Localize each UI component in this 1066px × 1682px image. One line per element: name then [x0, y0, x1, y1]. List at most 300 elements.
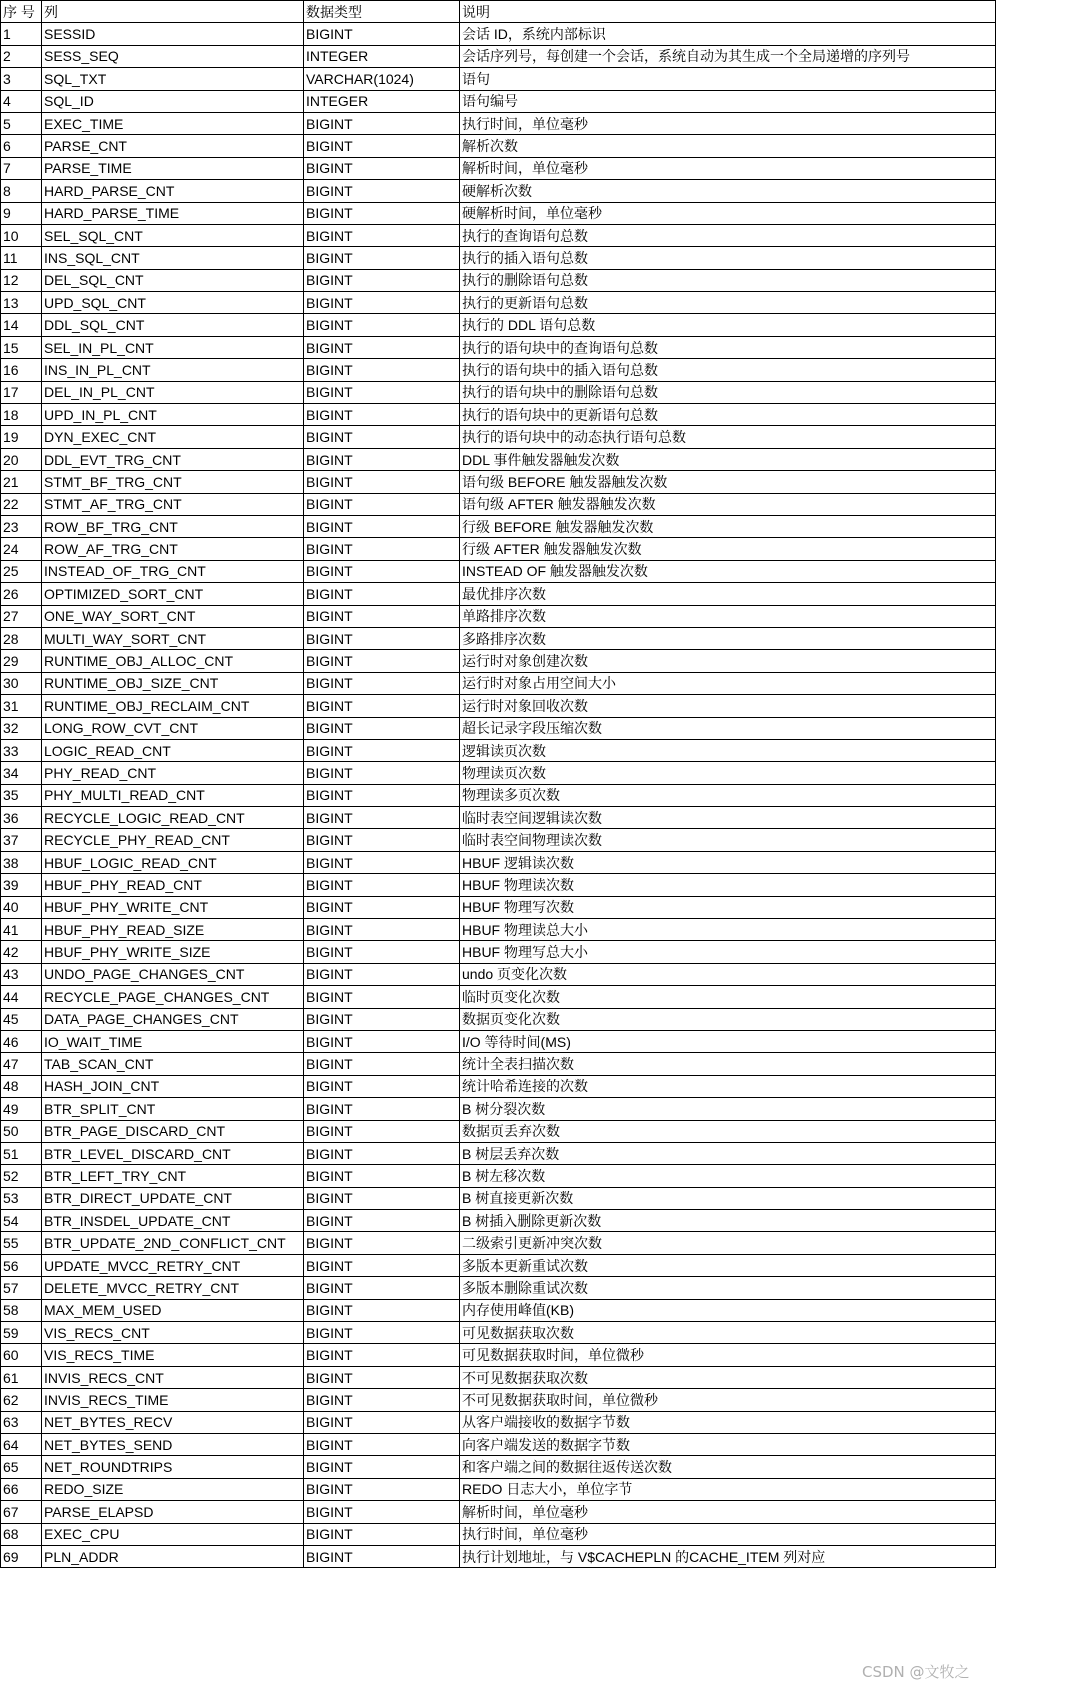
cell-column-name: NET_ROUNDTRIPS	[42, 1456, 304, 1478]
cell-datatype: BIGINT	[304, 695, 460, 717]
cell-column-name: BTR_PAGE_DISCARD_CNT	[42, 1120, 304, 1142]
cell-index: 14	[1, 314, 42, 336]
table-row	[1, 695, 996, 717]
cell-description: 超长记录字段压缩次数	[460, 717, 996, 739]
cell-description: 数据页变化次数	[460, 1008, 996, 1030]
cell-index: 46	[1, 1030, 42, 1052]
table-row	[1, 426, 996, 448]
cell-description: 不可见数据获取次数	[460, 1366, 996, 1388]
cell-index: 49	[1, 1098, 42, 1120]
cell-index: 25	[1, 560, 42, 582]
cell-description: 执行的插入语句总数	[460, 247, 996, 269]
cell-datatype: BIGINT	[304, 1075, 460, 1097]
cell-datatype: BIGINT	[304, 739, 460, 761]
table-row	[1, 269, 996, 291]
cell-datatype: BIGINT	[304, 1322, 460, 1344]
cell-index: 38	[1, 851, 42, 873]
cell-index: 44	[1, 986, 42, 1008]
cell-index: 19	[1, 426, 42, 448]
cell-index: 9	[1, 202, 42, 224]
table-row	[1, 1008, 996, 1030]
cell-index: 32	[1, 717, 42, 739]
table-row	[1, 23, 996, 45]
cell-datatype: BIGINT	[304, 1389, 460, 1411]
cell-description: 运行时对象占用空间大小	[460, 672, 996, 694]
cell-index: 8	[1, 180, 42, 202]
cell-index: 68	[1, 1523, 42, 1545]
cell-datatype: BIGINT	[304, 1210, 460, 1232]
table-row	[1, 739, 996, 761]
table-row	[1, 717, 996, 739]
cell-datatype: BIGINT	[304, 762, 460, 784]
table-row	[1, 404, 996, 426]
cell-index: 17	[1, 381, 42, 403]
cell-index: 69	[1, 1545, 42, 1567]
cell-index: 23	[1, 515, 42, 537]
cell-column-name: PHY_MULTI_READ_CNT	[42, 784, 304, 806]
cell-index: 1	[1, 23, 42, 45]
cell-datatype: BIGINT	[304, 672, 460, 694]
cell-description: DDL 事件触发器触发次数	[460, 448, 996, 470]
cell-column-name: STMT_BF_TRG_CNT	[42, 471, 304, 493]
table-row	[1, 627, 996, 649]
cell-column-name: NET_BYTES_SEND	[42, 1434, 304, 1456]
table-row	[1, 1478, 996, 1500]
cell-index: 55	[1, 1232, 42, 1254]
cell-datatype: BIGINT	[304, 1545, 460, 1567]
cell-column-name: RECYCLE_LOGIC_READ_CNT	[42, 807, 304, 829]
cell-column-name: STMT_AF_TRG_CNT	[42, 493, 304, 515]
cell-description: undo 页变化次数	[460, 963, 996, 985]
cell-datatype: BIGINT	[304, 1187, 460, 1209]
cell-column-name: SESS_SEQ	[42, 45, 304, 67]
table-row	[1, 1344, 996, 1366]
table-row	[1, 1098, 996, 1120]
cell-datatype: BIGINT	[304, 919, 460, 941]
cell-column-name: VIS_RECS_CNT	[42, 1322, 304, 1344]
cell-datatype: BIGINT	[304, 202, 460, 224]
cell-column-name: SEL_SQL_CNT	[42, 224, 304, 246]
cell-datatype: BIGINT	[304, 1277, 460, 1299]
table-row	[1, 68, 996, 90]
cell-index: 12	[1, 269, 42, 291]
cell-description: 临时表空间逻辑读次数	[460, 807, 996, 829]
table-row	[1, 874, 996, 896]
cell-column-name: RECYCLE_PAGE_CHANGES_CNT	[42, 986, 304, 1008]
cell-datatype: BIGINT	[304, 404, 460, 426]
cell-datatype: BIGINT	[304, 627, 460, 649]
header-index: 序 号	[1, 1, 42, 23]
cell-description: I/O 等待时间(MS)	[460, 1030, 996, 1052]
cell-index: 52	[1, 1165, 42, 1187]
cell-datatype: BIGINT	[304, 180, 460, 202]
cell-index: 15	[1, 336, 42, 358]
cell-index: 63	[1, 1411, 42, 1433]
cell-index: 11	[1, 247, 42, 269]
cell-index: 61	[1, 1366, 42, 1388]
cell-description: 解析时间，单位毫秒	[460, 157, 996, 179]
table-row	[1, 1366, 996, 1388]
cell-description: 行级 BEFORE 触发器触发次数	[460, 515, 996, 537]
cell-index: 36	[1, 807, 42, 829]
csdn-watermark: CSDN @文牧之	[862, 1663, 970, 1681]
cell-column-name: IO_WAIT_TIME	[42, 1030, 304, 1052]
cell-description: 执行时间，单位毫秒	[460, 1523, 996, 1545]
cell-datatype: BIGINT	[304, 1030, 460, 1052]
cell-description: 执行计划地址，与 V$CACHEPLN 的CACHE_ITEM 列对应	[460, 1545, 996, 1567]
cell-column-name: SESSID	[42, 23, 304, 45]
table-row	[1, 1322, 996, 1344]
cell-datatype: BIGINT	[304, 874, 460, 896]
cell-column-name: HBUF_LOGIC_READ_CNT	[42, 851, 304, 873]
cell-index: 65	[1, 1456, 42, 1478]
cell-datatype: BIGINT	[304, 829, 460, 851]
cell-index: 27	[1, 605, 42, 627]
cell-column-name: RUNTIME_OBJ_ALLOC_CNT	[42, 650, 304, 672]
cell-index: 3	[1, 68, 42, 90]
cell-datatype: BIGINT	[304, 560, 460, 582]
header-datatype: 数据类型	[304, 1, 460, 23]
table-row	[1, 538, 996, 560]
table-row	[1, 784, 996, 806]
cell-datatype: BIGINT	[304, 1120, 460, 1142]
cell-column-name: DELETE_MVCC_RETRY_CNT	[42, 1277, 304, 1299]
cell-description: 内存使用峰值(KB)	[460, 1299, 996, 1321]
cell-description: 运行时对象创建次数	[460, 650, 996, 672]
cell-column-name: UNDO_PAGE_CHANGES_CNT	[42, 963, 304, 985]
cell-datatype: BIGINT	[304, 359, 460, 381]
cell-column-name: BTR_UPDATE_2ND_CONFLICT_CNT	[42, 1232, 304, 1254]
cell-description: 多路排序次数	[460, 627, 996, 649]
cell-column-name: DEL_IN_PL_CNT	[42, 381, 304, 403]
cell-column-name: HBUF_PHY_WRITE_SIZE	[42, 941, 304, 963]
cell-column-name: PARSE_ELAPSD	[42, 1501, 304, 1523]
table-row	[1, 1545, 996, 1567]
cell-description: B 树层丢弃次数	[460, 1142, 996, 1164]
cell-datatype: BIGINT	[304, 1142, 460, 1164]
cell-description: 临时表空间物理读次数	[460, 829, 996, 851]
cell-index: 47	[1, 1053, 42, 1075]
cell-column-name: TAB_SCAN_CNT	[42, 1053, 304, 1075]
cell-index: 21	[1, 471, 42, 493]
cell-datatype: BIGINT	[304, 471, 460, 493]
cell-index: 58	[1, 1299, 42, 1321]
table-row	[1, 605, 996, 627]
table-row	[1, 851, 996, 873]
cell-datatype: BIGINT	[304, 1523, 460, 1545]
cell-description: 多版本更新重试次数	[460, 1254, 996, 1276]
cell-datatype: BIGINT	[304, 963, 460, 985]
table-row	[1, 919, 996, 941]
header-column: 列	[42, 1, 304, 23]
cell-description: 逻辑读页次数	[460, 739, 996, 761]
cell-datatype: BIGINT	[304, 605, 460, 627]
cell-description: 硬解析时间，单位毫秒	[460, 202, 996, 224]
cell-description: B 树左移次数	[460, 1165, 996, 1187]
table-row	[1, 941, 996, 963]
cell-datatype: BIGINT	[304, 1434, 460, 1456]
cell-datatype: BIGINT	[304, 314, 460, 336]
cell-datatype: VARCHAR(1024)	[304, 68, 460, 90]
cell-datatype: BIGINT	[304, 1366, 460, 1388]
table-row	[1, 1187, 996, 1209]
cell-index: 48	[1, 1075, 42, 1097]
cell-description: 统计哈希连接的次数	[460, 1075, 996, 1097]
cell-datatype: BIGINT	[304, 247, 460, 269]
table-row	[1, 515, 996, 537]
cell-index: 42	[1, 941, 42, 963]
table-row	[1, 1232, 996, 1254]
cell-index: 28	[1, 627, 42, 649]
cell-description: B 树直接更新次数	[460, 1187, 996, 1209]
cell-description: 执行的查询语句总数	[460, 224, 996, 246]
cell-column-name: ROW_BF_TRG_CNT	[42, 515, 304, 537]
cell-column-name: SQL_TXT	[42, 68, 304, 90]
cell-index: 53	[1, 1187, 42, 1209]
cell-description: 会话 ID，系统内部标识	[460, 23, 996, 45]
cell-column-name: UPD_IN_PL_CNT	[42, 404, 304, 426]
cell-description: 不可见数据获取时间，单位微秒	[460, 1389, 996, 1411]
cell-column-name: EXEC_CPU	[42, 1523, 304, 1545]
cell-column-name: HBUF_PHY_READ_SIZE	[42, 919, 304, 941]
table-row	[1, 157, 996, 179]
cell-description: 最优排序次数	[460, 583, 996, 605]
cell-description: 运行时对象回收次数	[460, 695, 996, 717]
table-row	[1, 1030, 996, 1052]
cell-column-name: RECYCLE_PHY_READ_CNT	[42, 829, 304, 851]
cell-index: 57	[1, 1277, 42, 1299]
cell-datatype: BIGINT	[304, 448, 460, 470]
cell-description: HBUF 物理写总大小	[460, 941, 996, 963]
cell-description: 单路排序次数	[460, 605, 996, 627]
cell-description: REDO 日志大小，单位字节	[460, 1478, 996, 1500]
cell-index: 59	[1, 1322, 42, 1344]
table-row	[1, 1210, 996, 1232]
table-row	[1, 448, 996, 470]
table-row	[1, 247, 996, 269]
table-row	[1, 90, 996, 112]
cell-description: 执行的 DDL 语句总数	[460, 314, 996, 336]
cell-index: 41	[1, 919, 42, 941]
table-row	[1, 762, 996, 784]
table-row	[1, 1434, 996, 1456]
cell-column-name: INS_IN_PL_CNT	[42, 359, 304, 381]
cell-datatype: BIGINT	[304, 336, 460, 358]
cell-index: 54	[1, 1210, 42, 1232]
cell-column-name: NET_BYTES_RECV	[42, 1411, 304, 1433]
cell-column-name: EXEC_TIME	[42, 112, 304, 134]
cell-description: 执行的语句块中的更新语句总数	[460, 404, 996, 426]
table-row	[1, 1456, 996, 1478]
cell-datatype: BIGINT	[304, 135, 460, 157]
cell-index: 45	[1, 1008, 42, 1030]
cell-column-name: BTR_INSDEL_UPDATE_CNT	[42, 1210, 304, 1232]
table-row	[1, 1299, 996, 1321]
table-row	[1, 1142, 996, 1164]
cell-datatype: BIGINT	[304, 269, 460, 291]
table-row	[1, 1501, 996, 1523]
cell-description: 二级索引更新冲突次数	[460, 1232, 996, 1254]
cell-description: HBUF 物理读次数	[460, 874, 996, 896]
cell-column-name: MULTI_WAY_SORT_CNT	[42, 627, 304, 649]
cell-datatype: BIGINT	[304, 1411, 460, 1433]
cell-datatype: BIGINT	[304, 1501, 460, 1523]
cell-index: 67	[1, 1501, 42, 1523]
cell-description: B 树插入删除更新次数	[460, 1210, 996, 1232]
cell-index: 10	[1, 224, 42, 246]
cell-description: 数据页丢弃次数	[460, 1120, 996, 1142]
cell-column-name: REDO_SIZE	[42, 1478, 304, 1500]
cell-index: 13	[1, 292, 42, 314]
table-row	[1, 829, 996, 851]
cell-column-name: OPTIMIZED_SORT_CNT	[42, 583, 304, 605]
cell-description: 可见数据获取次数	[460, 1322, 996, 1344]
cell-column-name: BTR_DIRECT_UPDATE_CNT	[42, 1187, 304, 1209]
cell-index: 43	[1, 963, 42, 985]
cell-column-name: RUNTIME_OBJ_SIZE_CNT	[42, 672, 304, 694]
table-row	[1, 1254, 996, 1276]
table-row	[1, 560, 996, 582]
cell-index: 62	[1, 1389, 42, 1411]
table-row	[1, 359, 996, 381]
cell-index: 33	[1, 739, 42, 761]
table-body	[1, 23, 996, 1568]
cell-datatype: BIGINT	[304, 1098, 460, 1120]
table-row	[1, 381, 996, 403]
cell-datatype: BIGINT	[304, 1053, 460, 1075]
cell-column-name: HBUF_PHY_READ_CNT	[42, 874, 304, 896]
cell-column-name: INS_SQL_CNT	[42, 247, 304, 269]
cell-datatype: BIGINT	[304, 493, 460, 515]
table-row	[1, 202, 996, 224]
cell-description: 从客户端接收的数据字节数	[460, 1411, 996, 1433]
cell-description: 语句	[460, 68, 996, 90]
cell-datatype: BIGINT	[304, 292, 460, 314]
cell-datatype: BIGINT	[304, 157, 460, 179]
cell-column-name: PLN_ADDR	[42, 1545, 304, 1567]
cell-column-name: HARD_PARSE_TIME	[42, 202, 304, 224]
table-row	[1, 1411, 996, 1433]
cell-index: 4	[1, 90, 42, 112]
cell-index: 50	[1, 1120, 42, 1142]
cell-datatype: INTEGER	[304, 45, 460, 67]
cell-description: 解析次数	[460, 135, 996, 157]
cell-description: 执行的语句块中的查询语句总数	[460, 336, 996, 358]
cell-index: 20	[1, 448, 42, 470]
cell-datatype: BIGINT	[304, 896, 460, 918]
cell-description: 语句级 BEFORE 触发器触发次数	[460, 471, 996, 493]
cell-description: 物理读页次数	[460, 762, 996, 784]
cell-datatype: BIGINT	[304, 851, 460, 873]
cell-description: HBUF 逻辑读次数	[460, 851, 996, 873]
cell-description: 语句编号	[460, 90, 996, 112]
cell-description: 行级 AFTER 触发器触发次数	[460, 538, 996, 560]
table-row	[1, 1053, 996, 1075]
cell-datatype: BIGINT	[304, 1232, 460, 1254]
cell-index: 66	[1, 1478, 42, 1500]
table-row	[1, 135, 996, 157]
cell-index: 51	[1, 1142, 42, 1164]
cell-column-name: DYN_EXEC_CNT	[42, 426, 304, 448]
cell-column-name: DDL_EVT_TRG_CNT	[42, 448, 304, 470]
cell-description: 会话序列号，每创建一个会话，系统自动为其生成一个全局递增的序列号	[460, 45, 996, 67]
cell-column-name: INVIS_RECS_CNT	[42, 1366, 304, 1388]
cell-column-name: HBUF_PHY_WRITE_CNT	[42, 896, 304, 918]
cell-description: B 树分裂次数	[460, 1098, 996, 1120]
cell-datatype: BIGINT	[304, 1344, 460, 1366]
cell-index: 64	[1, 1434, 42, 1456]
cell-description: 执行的删除语句总数	[460, 269, 996, 291]
table-row	[1, 180, 996, 202]
cell-column-name: DATA_PAGE_CHANGES_CNT	[42, 1008, 304, 1030]
cell-datatype: BIGINT	[304, 23, 460, 45]
cell-description: 可见数据获取时间，单位微秒	[460, 1344, 996, 1366]
table-row	[1, 336, 996, 358]
table-row	[1, 45, 996, 67]
cell-column-name: SEL_IN_PL_CNT	[42, 336, 304, 358]
cell-column-name: HASH_JOIN_CNT	[42, 1075, 304, 1097]
cell-description: 执行的语句块中的插入语句总数	[460, 359, 996, 381]
table-row	[1, 1523, 996, 1545]
cell-description: INSTEAD OF 触发器触发次数	[460, 560, 996, 582]
cell-datatype: BIGINT	[304, 717, 460, 739]
cell-index: 26	[1, 583, 42, 605]
cell-datatype: BIGINT	[304, 515, 460, 537]
cell-datatype: BIGINT	[304, 650, 460, 672]
table-row	[1, 896, 996, 918]
cell-index: 2	[1, 45, 42, 67]
cell-description: 向客户端发送的数据字节数	[460, 1434, 996, 1456]
cell-column-name: LONG_ROW_CVT_CNT	[42, 717, 304, 739]
header-row	[1, 1, 996, 23]
cell-column-name: INSTEAD_OF_TRG_CNT	[42, 560, 304, 582]
cell-description: 物理读多页次数	[460, 784, 996, 806]
cell-index: 16	[1, 359, 42, 381]
cell-datatype: BIGINT	[304, 1299, 460, 1321]
table-row	[1, 650, 996, 672]
cell-column-name: ROW_AF_TRG_CNT	[42, 538, 304, 560]
table-row	[1, 112, 996, 134]
cell-column-name: PARSE_TIME	[42, 157, 304, 179]
table-row	[1, 471, 996, 493]
cell-datatype: BIGINT	[304, 1478, 460, 1500]
cell-column-name: INVIS_RECS_TIME	[42, 1389, 304, 1411]
cell-column-name: UPDATE_MVCC_RETRY_CNT	[42, 1254, 304, 1276]
cell-description: 执行的语句块中的动态执行语句总数	[460, 426, 996, 448]
cell-index: 6	[1, 135, 42, 157]
cell-datatype: INTEGER	[304, 90, 460, 112]
cell-description: 临时页变化次数	[460, 986, 996, 1008]
table-row	[1, 1277, 996, 1299]
cell-datatype: BIGINT	[304, 986, 460, 1008]
cell-datatype: BIGINT	[304, 941, 460, 963]
table-row	[1, 1120, 996, 1142]
cell-datatype: BIGINT	[304, 426, 460, 448]
cell-index: 22	[1, 493, 42, 515]
table-row	[1, 224, 996, 246]
table-row	[1, 292, 996, 314]
cell-description: 执行的更新语句总数	[460, 292, 996, 314]
cell-description: HBUF 物理读总大小	[460, 919, 996, 941]
cell-column-name: MAX_MEM_USED	[42, 1299, 304, 1321]
header-description: 说明	[460, 1, 996, 23]
cell-description: 语句级 AFTER 触发器触发次数	[460, 493, 996, 515]
cell-index: 7	[1, 157, 42, 179]
cell-datatype: BIGINT	[304, 112, 460, 134]
cell-description: 统计全表扫描次数	[460, 1053, 996, 1075]
cell-index: 39	[1, 874, 42, 896]
cell-column-name: VIS_RECS_TIME	[42, 1344, 304, 1366]
